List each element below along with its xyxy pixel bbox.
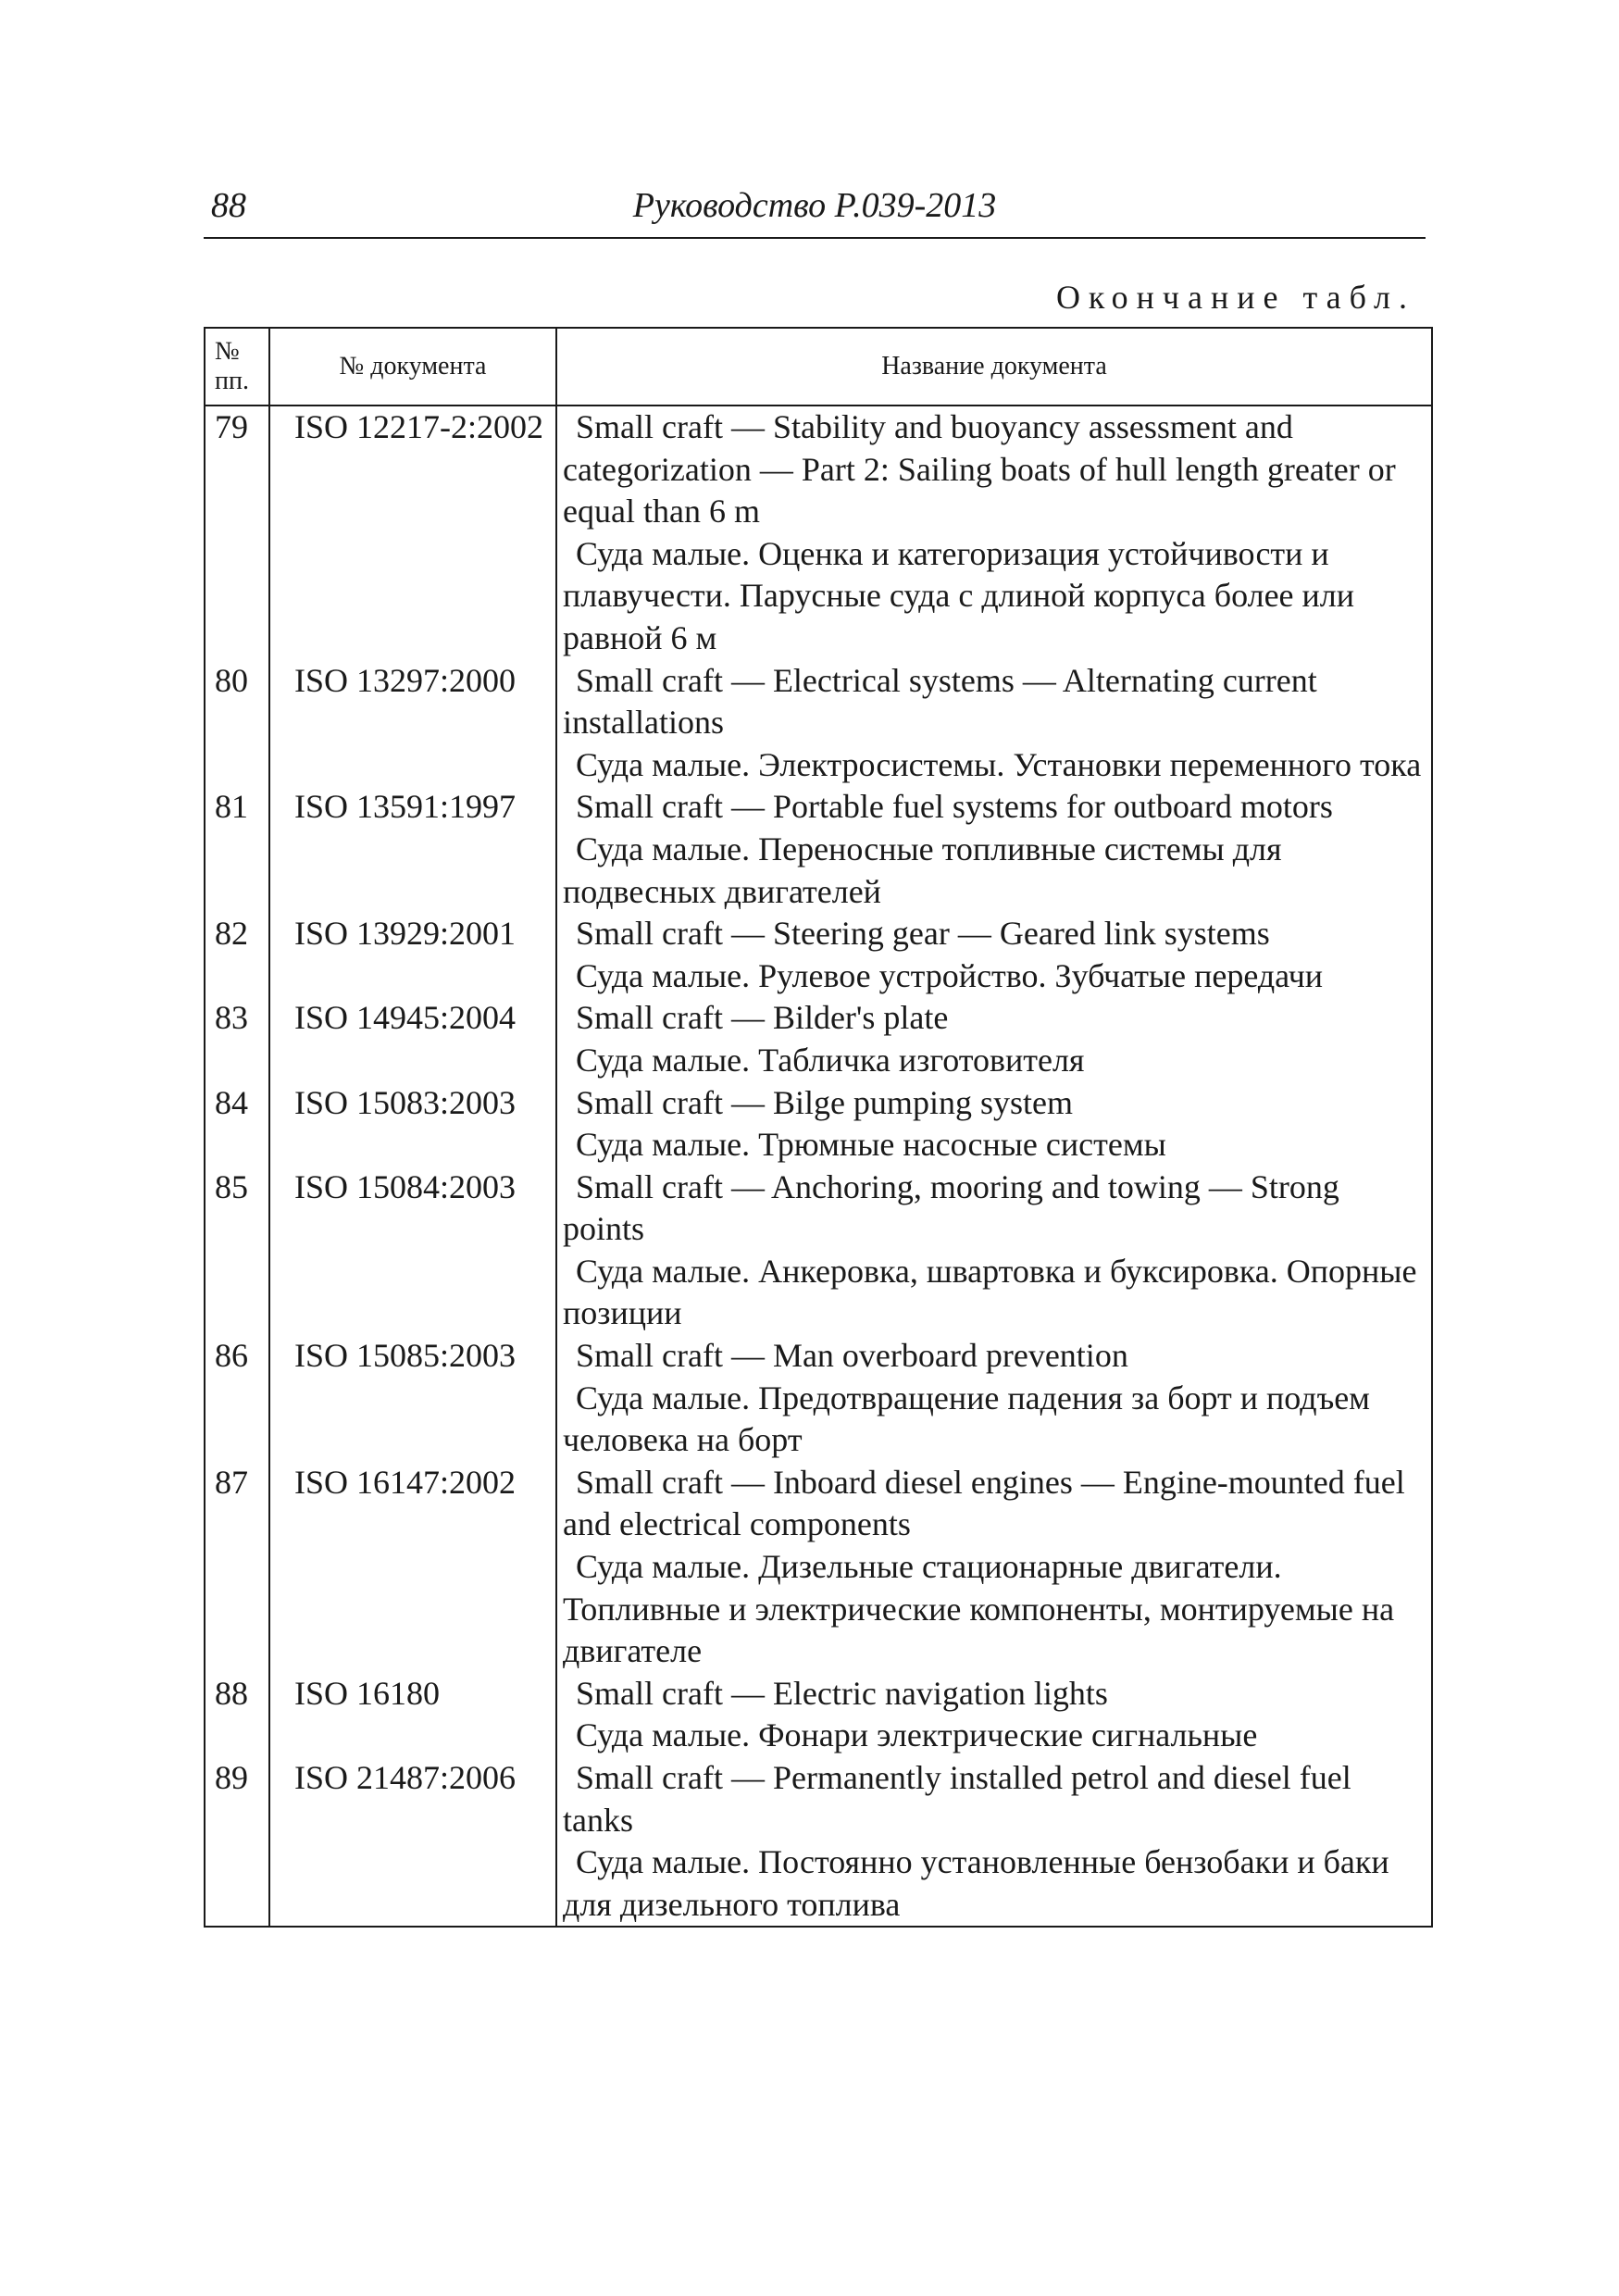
document-number: ISO 12217-2:2002	[269, 406, 556, 660]
table-row	[205, 1335, 1432, 1462]
row-number: 89	[205, 1757, 269, 1927]
table-row	[205, 1462, 1432, 1673]
title-english: Small craft — Bilder's plate	[576, 999, 949, 1037]
document-number: ISO 13297:2000	[269, 660, 556, 787]
table-row	[205, 1167, 1432, 1335]
table-header-row	[205, 328, 1432, 406]
row-number: 84	[205, 1082, 269, 1167]
document-title	[556, 1082, 1432, 1167]
header-num	[205, 328, 269, 406]
title-english: Small craft — Steering gear — Geared link systems	[576, 915, 1270, 953]
title-english: Small craft — Permanently installed petrol and diesel fuel tanks	[563, 1759, 1351, 1839]
title-russian: Суда малые. Постоянно установленные бензобаки и баки для дизельного топлива	[563, 1843, 1389, 1923]
header-doc-number: № документа	[269, 328, 556, 406]
document-title	[556, 660, 1432, 787]
document-title	[556, 1335, 1432, 1462]
header-doc-title: Название документа	[556, 328, 1432, 406]
document-title	[556, 786, 1432, 913]
title-english: Small craft — Inboard diesel engines — Engine-mounted fuel and electrical components	[563, 1463, 1405, 1543]
title-russian: Суда малые. Переносные топливные системы для подвесных двигателей	[563, 830, 1282, 910]
page-header	[204, 185, 1426, 239]
document-number: ISO 15084:2003	[269, 1167, 556, 1335]
document-number: ISO 13591:1997	[269, 786, 556, 913]
row-number: 82	[205, 913, 269, 997]
table-row	[205, 1757, 1432, 1927]
table-row	[205, 913, 1432, 997]
header-num-line1: №	[215, 337, 240, 366]
document-title	[556, 997, 1432, 1081]
title-english: Small craft — Portable fuel systems for outboard motors	[576, 788, 1333, 826]
document-number: ISO 15085:2003	[269, 1335, 556, 1462]
document-title	[556, 1462, 1432, 1673]
title-russian: Суда малые. Дизельные стационарные двигатели. Топливные и электрические компоненты, монтируемые на двигателе	[563, 1548, 1395, 1670]
table-row	[205, 1673, 1432, 1757]
row-number: 88	[205, 1673, 269, 1757]
document-number: ISO 16147:2002	[269, 1462, 556, 1673]
table-row	[205, 406, 1432, 660]
document-number: ISO 14945:2004	[269, 997, 556, 1081]
table-row	[205, 997, 1432, 1081]
header-num-line2: пп.	[215, 367, 249, 395]
document-number: ISO 15083:2003	[269, 1082, 556, 1167]
page-number: 88	[211, 186, 246, 225]
document-number: ISO 16180	[269, 1673, 556, 1757]
document-title	[556, 1757, 1432, 1927]
row-number: 79	[205, 406, 269, 660]
table-body	[205, 406, 1432, 1927]
table-row	[205, 660, 1432, 787]
title-english: Small craft — Man overboard prevention	[576, 1337, 1128, 1375]
document-title	[556, 406, 1432, 660]
title-russian: Суда малые. Трюмные насосные системы	[576, 1126, 1166, 1164]
title-english: Small craft — Bilge pumping system	[576, 1083, 1073, 1121]
documents-table	[204, 327, 1433, 1928]
title-russian: Суда малые. Табличка изготовителя	[576, 1041, 1085, 1079]
document-number: ISO 13929:2001	[269, 913, 556, 997]
running-title: Руководство Р.039-2013	[632, 186, 997, 225]
title-russian: Суда малые. Электросистемы. Установки переменного тока	[576, 745, 1422, 783]
row-number: 83	[205, 997, 269, 1081]
table-caption: Окончание табл.	[1055, 279, 1415, 316]
row-number: 81	[205, 786, 269, 913]
title-english: Small craft — Electric navigation lights	[576, 1674, 1108, 1712]
title-russian: Суда малые. Рулевое устройство. Зубчатые передачи	[576, 956, 1324, 994]
title-english: Small craft — Anchoring, mooring and towing — Strong points	[563, 1167, 1339, 1248]
title-russian: Суда малые. Оценка и категоризация устойчивости и плавучести. Парусные суда с длиной корпуса более или равной 6 м	[563, 534, 1355, 656]
document-title	[556, 913, 1432, 997]
title-english: Small craft — Electrical systems — Alternating current installations	[563, 661, 1317, 742]
row-number: 85	[205, 1167, 269, 1335]
row-number: 87	[205, 1462, 269, 1673]
row-number: 86	[205, 1335, 269, 1462]
table-row	[205, 786, 1432, 913]
document-title	[556, 1673, 1432, 1757]
title-russian: Суда малые. Предотвращение падения за борт и подъем человека на борт	[563, 1379, 1370, 1459]
title-russian: Суда малые. Анкеровка, швартовка и буксировка. Опорные позиции	[563, 1252, 1417, 1332]
row-number: 80	[205, 660, 269, 787]
title-english: Small craft — Stability and buoyancy assessment and categorization — Part 2: Sailing boats of hull length greater or equal than 6 m	[563, 408, 1396, 530]
document-number: ISO 21487:2006	[269, 1757, 556, 1927]
title-russian: Суда малые. Фонари электрические сигнальные	[576, 1716, 1258, 1754]
document-title	[556, 1167, 1432, 1335]
table-row	[205, 1082, 1432, 1167]
